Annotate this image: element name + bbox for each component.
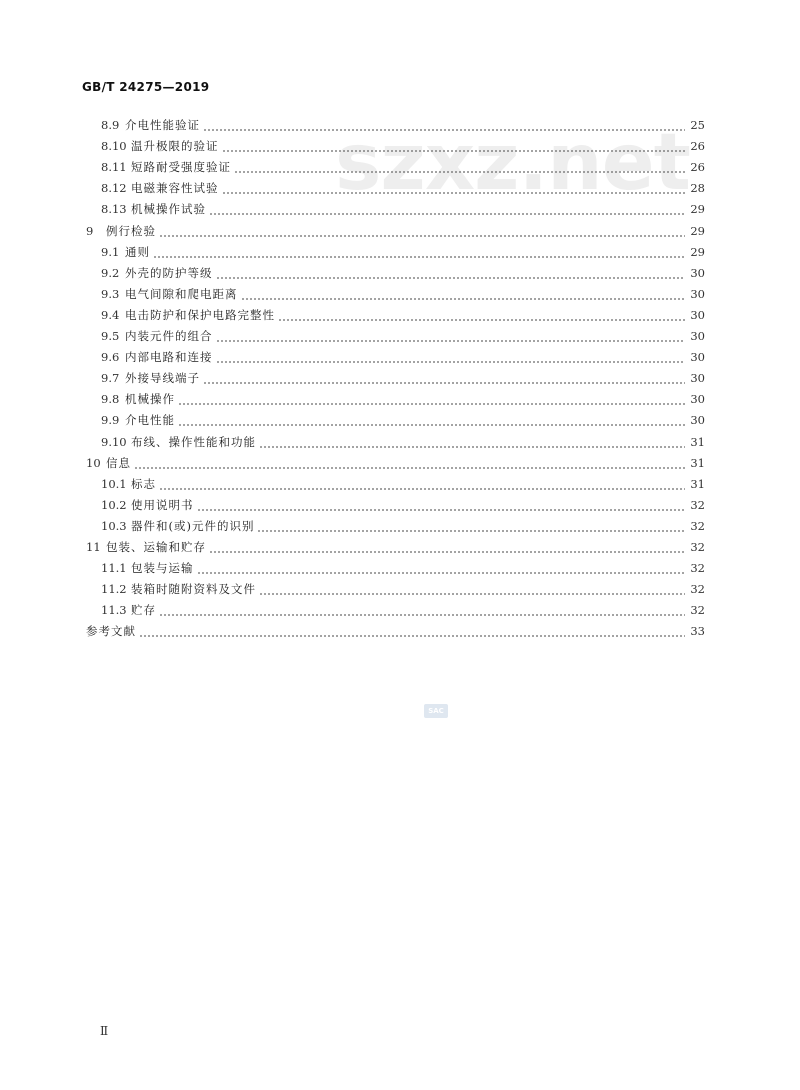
toc-leader-dots — [257, 517, 685, 535]
toc-entry-page: 26 — [690, 139, 705, 154]
toc-entry-title: 内部电路和连接 — [125, 350, 213, 365]
toc-entry-title: 器件和(或)元件的识别 — [131, 518, 255, 533]
toc-entry[interactable] — [101, 264, 705, 282]
toc-entry-number: 9.3 — [101, 286, 120, 301]
toc-entry-page: 30 — [690, 413, 705, 428]
toc-entry-page: 32 — [690, 582, 705, 597]
toc-entry-title: 装箱时随附资料及文件 — [131, 582, 256, 597]
toc-entry-page: 30 — [690, 307, 705, 322]
toc-entry[interactable] — [101, 179, 705, 197]
toc-entry-number: 9.1 — [101, 244, 120, 259]
toc-leader-dots — [197, 496, 686, 514]
toc-entry-title: 通则 — [125, 244, 150, 259]
toc-entry-page: 32 — [690, 603, 705, 618]
toc-entry-number: 8.13 — [101, 202, 127, 217]
toc-leader-dots — [159, 222, 685, 240]
toc-entry-page: 30 — [690, 371, 705, 386]
toc-entry[interactable] — [101, 517, 705, 535]
toc-leader-dots — [178, 411, 685, 429]
toc-entry[interactable] — [101, 306, 705, 324]
toc-entry-page: 29 — [690, 202, 705, 217]
toc-leader-dots — [241, 285, 686, 303]
toc-leader-dots — [209, 538, 685, 556]
toc-entry[interactable] — [101, 327, 705, 345]
toc-leader-dots — [159, 601, 685, 619]
toc-entry-page: 30 — [690, 286, 705, 301]
toc-leader-dots — [234, 158, 685, 176]
toc-entry-title: 电磁兼容性试验 — [131, 181, 219, 196]
toc-entry[interactable] — [101, 601, 705, 619]
toc-entry-number: 11.2 — [101, 582, 127, 597]
toc-entry-page: 33 — [690, 624, 705, 639]
toc-entry[interactable] — [101, 390, 705, 408]
toc-entry-number: 8.9 — [101, 118, 120, 132]
page-number-footer: Ⅱ — [100, 1024, 109, 1038]
toc-entry[interactable] — [101, 137, 705, 155]
toc-entry[interactable] — [101, 496, 705, 514]
toc-entry-page: 29 — [690, 223, 705, 238]
toc-leader-dots — [222, 179, 686, 197]
toc-entry-title: 参考文献 — [86, 624, 136, 639]
toc-entry-number: 10 — [86, 455, 101, 470]
sac-logo-icon: SAC — [424, 704, 448, 718]
toc-entry-page: 32 — [690, 497, 705, 512]
toc-entry-page: 25 — [690, 118, 705, 132]
toc-entry-page: 30 — [690, 329, 705, 343]
toc-entry[interactable] — [101, 580, 705, 598]
toc-leader-dots — [203, 116, 685, 134]
toc-entry-title: 介电性能 — [125, 413, 175, 428]
toc-entry-title: 内装元件的组合 — [125, 329, 213, 343]
toc-entry[interactable] — [101, 200, 705, 218]
toc-entry-number: 10.2 — [101, 497, 127, 512]
toc-leader-dots — [259, 580, 685, 598]
toc-entry-page: 32 — [690, 518, 705, 533]
toc-entry-title: 包装与运输 — [131, 561, 194, 576]
toc-entry-number: 9.8 — [101, 392, 120, 407]
toc-entry-number: 11.1 — [101, 561, 127, 576]
toc-entry-number: 8.12 — [101, 181, 127, 196]
toc-leader-dots — [134, 454, 685, 472]
toc-entry-title: 温升极限的验证 — [131, 139, 219, 154]
toc-entry[interactable] — [101, 158, 705, 176]
toc-entry-title: 短路耐受强度验证 — [131, 160, 231, 175]
toc-entry-page: 32 — [690, 561, 705, 576]
toc-leader-dots — [139, 622, 685, 640]
toc-entry[interactable] — [86, 538, 705, 556]
toc-entry-title: 介电性能验证 — [125, 118, 200, 132]
toc-leader-dots — [178, 390, 685, 408]
toc-entry-title: 贮存 — [131, 603, 156, 618]
toc-entry-number: 8.11 — [101, 160, 127, 175]
toc-entry-page: 26 — [690, 160, 705, 175]
toc-entry[interactable] — [101, 116, 705, 134]
toc-leader-dots — [209, 200, 685, 218]
toc-entry-number: 10.1 — [101, 476, 127, 491]
toc-entry[interactable] — [101, 433, 705, 451]
toc-leader-dots — [216, 327, 686, 345]
toc-entry[interactable] — [101, 559, 705, 577]
toc-leader-dots — [197, 559, 686, 577]
toc-entry[interactable] — [86, 622, 705, 640]
toc-entry-number: 10.3 — [101, 518, 127, 533]
toc-entry-title: 外壳的防护等级 — [125, 265, 213, 280]
toc-entry[interactable] — [101, 285, 705, 303]
toc-leader-dots — [203, 369, 685, 387]
toc-entry-page: 31 — [690, 476, 705, 491]
toc-entry-title: 机械操作试验 — [131, 202, 206, 217]
toc-entry-number: 9.7 — [101, 371, 120, 386]
toc-entry[interactable] — [101, 348, 705, 366]
toc-entry-number: 11.3 — [101, 603, 127, 618]
toc-entry-page: 31 — [690, 434, 705, 449]
toc-entry-title: 信息 — [106, 455, 131, 470]
toc-entry-number: 9.10 — [101, 434, 127, 449]
toc-leader-dots — [159, 475, 685, 493]
toc-entry-title: 机械操作 — [125, 392, 175, 407]
toc-entry[interactable] — [101, 243, 705, 261]
toc-entry-title: 使用说明书 — [131, 497, 194, 512]
toc-entry-title: 布线、操作性能和功能 — [131, 434, 256, 449]
toc-entry-number: 9.2 — [101, 265, 120, 280]
toc-entry[interactable] — [86, 222, 705, 240]
toc-entry-title: 例行检验 — [106, 223, 156, 238]
toc-entry-page: 32 — [690, 540, 705, 554]
toc-leader-dots — [278, 306, 685, 324]
toc-entry-page: 28 — [690, 181, 705, 196]
toc-entry-number: 9 — [86, 223, 94, 238]
toc-entry-page: 30 — [690, 350, 705, 365]
toc-entry-number: 9.6 — [101, 350, 120, 365]
toc-leader-dots — [222, 137, 686, 155]
toc-leader-dots — [153, 243, 685, 261]
toc-entry-title: 电气间隙和爬电距离 — [125, 286, 238, 301]
toc-leader-dots — [259, 433, 685, 451]
toc-entry[interactable] — [86, 454, 705, 472]
standard-code-header: GB/T 24275—2019 — [82, 80, 210, 94]
toc-entry-number: 8.10 — [101, 139, 127, 154]
toc-entry-number: 9.5 — [101, 329, 120, 343]
toc-entry[interactable] — [101, 369, 705, 387]
toc-entry-page: 31 — [690, 455, 705, 470]
toc-entry-title: 包装、运输和贮存 — [106, 540, 206, 554]
toc-leader-dots — [216, 264, 686, 282]
toc-entry-title: 电击防护和保护电路完整性 — [125, 307, 275, 322]
toc-entry-number: 11 — [86, 540, 101, 554]
toc-entry-title: 标志 — [131, 476, 156, 491]
toc-entry[interactable] — [101, 411, 705, 429]
toc-entry-page: 29 — [690, 244, 705, 259]
toc-entry-title: 外接导线端子 — [125, 371, 200, 386]
toc-leader-dots — [216, 348, 686, 366]
toc-entry[interactable] — [101, 475, 705, 493]
toc-entry-page: 30 — [690, 392, 705, 407]
toc-entry-number: 9.9 — [101, 413, 120, 428]
toc-entry-page: 30 — [690, 265, 705, 280]
toc-entry-number: 9.4 — [101, 307, 120, 322]
